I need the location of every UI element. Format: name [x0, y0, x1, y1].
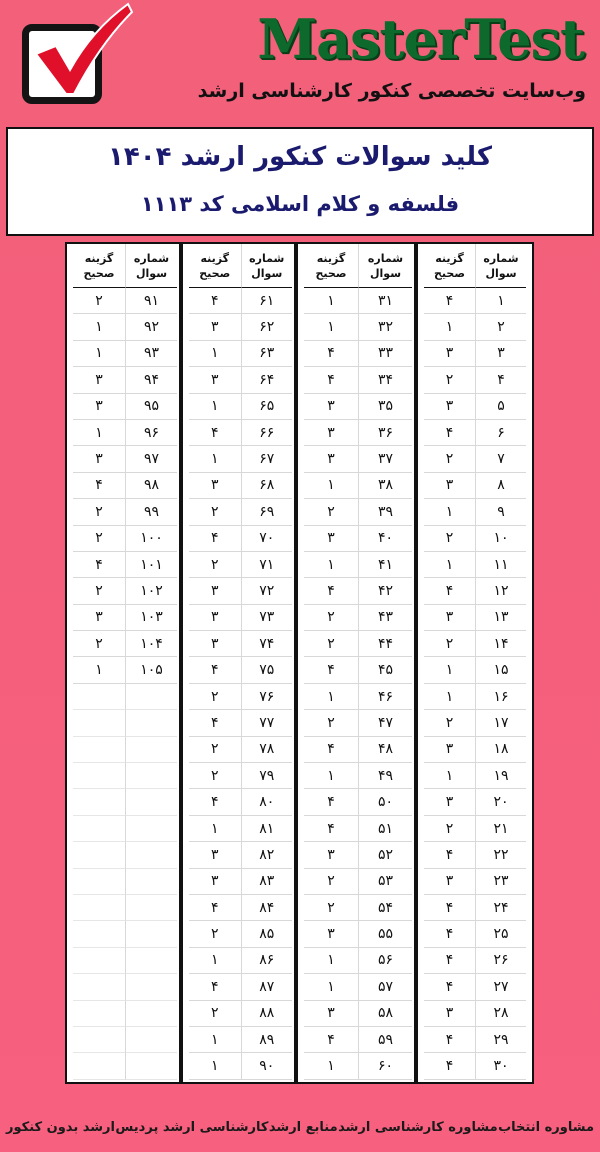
correct-answer: ۴ — [424, 288, 475, 314]
empty-cell — [73, 842, 125, 868]
question-number: ۸۶ — [241, 948, 293, 974]
question-number: ۱۰۲ — [125, 578, 177, 604]
correct-answer: ۴ — [424, 842, 475, 868]
question-number: ۵۴ — [358, 895, 412, 921]
correct-answer: ۳ — [424, 789, 475, 815]
correct-answer: ۳ — [73, 605, 125, 631]
correct-answer: ۱ — [189, 948, 241, 974]
correct-answer: ۱ — [189, 341, 241, 367]
empty-cell — [125, 816, 177, 842]
question-number: ۷۳ — [241, 605, 293, 631]
answer-block-2 — [294, 244, 418, 1082]
empty-cell — [73, 1001, 125, 1027]
question-number: ۸۲ — [241, 842, 293, 868]
question-number: ۲ — [475, 314, 526, 340]
correct-answer: ۳ — [304, 921, 358, 947]
correct-answer: ۳ — [73, 367, 125, 393]
page-title: کلید سوالات کنکور ارشد ۱۴۰۴ — [108, 142, 492, 172]
question-number: ۳۴ — [358, 367, 412, 393]
correct-answer: ۲ — [189, 921, 241, 947]
answer-key-table — [65, 242, 534, 1084]
correct-answer: ۴ — [304, 816, 358, 842]
question-number: ۲۱ — [475, 816, 526, 842]
question-number: ۱۰۰ — [125, 526, 177, 552]
question-number: ۹۳ — [125, 341, 177, 367]
empty-cell — [73, 1027, 125, 1053]
correct-answer: ۲ — [189, 737, 241, 763]
correct-answer: ۳ — [189, 473, 241, 499]
question-number: ۴۴ — [358, 631, 412, 657]
correct-answer: ۴ — [189, 420, 241, 446]
correct-answer: ۱ — [304, 552, 358, 578]
question-number: ۱۶ — [475, 684, 526, 710]
correct-answer: ۳ — [189, 578, 241, 604]
correct-answer: ۱ — [189, 1027, 241, 1053]
correct-answer: ۱ — [304, 974, 358, 1000]
column-header-answer: گزینه صحیح — [424, 244, 475, 288]
question-number: ۳۹ — [358, 499, 412, 525]
column-header-question: شماره سوال — [241, 244, 293, 288]
footer-link-selection[interactable]: مشاوره انتخاب — [498, 1120, 594, 1135]
correct-answer: ۴ — [424, 895, 475, 921]
correct-answer: ۳ — [189, 314, 241, 340]
question-number: ۳ — [475, 341, 526, 367]
correct-answer: ۲ — [424, 446, 475, 472]
question-number: ۴۳ — [358, 605, 412, 631]
question-number: ۸۱ — [241, 816, 293, 842]
correct-answer: ۳ — [304, 1001, 358, 1027]
question-number: ۳۸ — [358, 473, 412, 499]
column-header-question: شماره سوال — [358, 244, 412, 288]
question-number: ۳۷ — [358, 446, 412, 472]
correct-answer: ۴ — [424, 921, 475, 947]
question-number: ۹۸ — [125, 473, 177, 499]
question-number: ۴۷ — [358, 710, 412, 736]
title-box — [6, 127, 594, 236]
answer-block-4 — [67, 244, 183, 1082]
correct-answer: ۳ — [424, 473, 475, 499]
correct-answer: ۲ — [73, 578, 125, 604]
question-number: ۳۶ — [358, 420, 412, 446]
correct-answer: ۲ — [424, 526, 475, 552]
question-number: ۶۱ — [241, 288, 293, 314]
question-number: ۳۱ — [358, 288, 412, 314]
correct-answer: ۳ — [304, 526, 358, 552]
site-tagline: وب‌سایت تخصصی کنکور کارشناسی ارشد — [197, 80, 586, 102]
footer-link-no-exam[interactable]: ارشد بدون کنکور — [6, 1120, 115, 1135]
correct-answer: ۴ — [304, 578, 358, 604]
correct-answer: ۳ — [189, 367, 241, 393]
correct-answer: ۳ — [424, 394, 475, 420]
question-number: ۸۹ — [241, 1027, 293, 1053]
empty-cell — [73, 789, 125, 815]
correct-answer: ۳ — [304, 420, 358, 446]
empty-cell — [73, 895, 125, 921]
question-number: ۱۳ — [475, 605, 526, 631]
question-number: ۶ — [475, 420, 526, 446]
correct-answer: ۴ — [189, 288, 241, 314]
question-number: ۹۲ — [125, 314, 177, 340]
question-number: ۲۶ — [475, 948, 526, 974]
correct-answer: ۱ — [424, 314, 475, 340]
correct-answer: ۲ — [73, 288, 125, 314]
question-number: ۱۵ — [475, 657, 526, 683]
question-number: ۸۳ — [241, 869, 293, 895]
footer-nav — [0, 1103, 600, 1152]
correct-answer: ۳ — [189, 842, 241, 868]
empty-cell — [125, 842, 177, 868]
question-number: ۳۵ — [358, 394, 412, 420]
question-number: ۱۴ — [475, 631, 526, 657]
question-number: ۱ — [475, 288, 526, 314]
empty-cell — [73, 921, 125, 947]
question-number: ۷۵ — [241, 657, 293, 683]
correct-answer: ۲ — [304, 631, 358, 657]
correct-answer: ۳ — [304, 842, 358, 868]
question-number: ۶۵ — [241, 394, 293, 420]
empty-cell — [125, 710, 177, 736]
question-number: ۱۷ — [475, 710, 526, 736]
question-number: ۵۵ — [358, 921, 412, 947]
correct-answer: ۳ — [304, 394, 358, 420]
correct-answer: ۴ — [424, 420, 475, 446]
question-number: ۳۲ — [358, 314, 412, 340]
question-number: ۲۵ — [475, 921, 526, 947]
question-number: ۷۶ — [241, 684, 293, 710]
correct-answer: ۴ — [304, 341, 358, 367]
correct-answer: ۲ — [189, 552, 241, 578]
correct-answer: ۱ — [304, 948, 358, 974]
column-header-question: شماره سوال — [125, 244, 177, 288]
correct-answer: ۲ — [304, 605, 358, 631]
question-number: ۱۰۳ — [125, 605, 177, 631]
question-number: ۷ — [475, 446, 526, 472]
question-number: ۲۰ — [475, 789, 526, 815]
question-number: ۸۸ — [241, 1001, 293, 1027]
empty-cell — [125, 789, 177, 815]
question-number: ۶۹ — [241, 499, 293, 525]
correct-answer: ۲ — [73, 526, 125, 552]
correct-answer: ۳ — [424, 605, 475, 631]
correct-answer: ۱ — [304, 763, 358, 789]
question-number: ۵۱ — [358, 816, 412, 842]
column-header-answer: گزینه صحیح — [189, 244, 241, 288]
question-number: ۲۷ — [475, 974, 526, 1000]
question-number: ۶۷ — [241, 446, 293, 472]
question-number: ۹۵ — [125, 394, 177, 420]
correct-answer: ۲ — [304, 710, 358, 736]
question-number: ۶۰ — [358, 1053, 412, 1079]
column-header-answer: گزینه صحیح — [73, 244, 125, 288]
question-number: ۱۰۵ — [125, 657, 177, 683]
question-number: ۵۶ — [358, 948, 412, 974]
correct-answer: ۳ — [424, 341, 475, 367]
correct-answer: ۱ — [304, 473, 358, 499]
page-subtitle: فلسفه و کلام اسلامی کد ۱۱۱۳ — [140, 192, 460, 216]
correct-answer: ۴ — [189, 710, 241, 736]
question-number: ۷۲ — [241, 578, 293, 604]
correct-answer: ۱ — [304, 684, 358, 710]
question-number: ۸۵ — [241, 921, 293, 947]
question-number: ۶۳ — [241, 341, 293, 367]
empty-cell — [125, 921, 177, 947]
question-number: ۱۰ — [475, 526, 526, 552]
checkmark-icon — [22, 2, 134, 102]
question-number: ۷۹ — [241, 763, 293, 789]
correct-answer: ۲ — [424, 367, 475, 393]
question-number: ۸۴ — [241, 895, 293, 921]
question-number: ۹۴ — [125, 367, 177, 393]
question-number: ۸ — [475, 473, 526, 499]
correct-answer: ۲ — [189, 763, 241, 789]
question-number: ۳۳ — [358, 341, 412, 367]
empty-cell — [125, 1053, 177, 1079]
footer-link-counseling[interactable]: مشاوره کارشناسی ارشد — [338, 1120, 498, 1135]
correct-answer: ۳ — [424, 869, 475, 895]
correct-answer: ۲ — [189, 684, 241, 710]
empty-cell — [73, 1053, 125, 1079]
empty-cell — [73, 710, 125, 736]
correct-answer: ۴ — [189, 526, 241, 552]
question-number: ۹۰ — [241, 1053, 293, 1079]
correct-answer: ۱ — [424, 657, 475, 683]
correct-answer: ۴ — [189, 974, 241, 1000]
question-number: ۷۰ — [241, 526, 293, 552]
correct-answer: ۱ — [189, 1053, 241, 1079]
correct-answer: ۴ — [424, 1053, 475, 1079]
correct-answer: ۳ — [73, 446, 125, 472]
empty-cell — [125, 948, 177, 974]
question-number: ۴۹ — [358, 763, 412, 789]
empty-cell — [125, 974, 177, 1000]
correct-answer: ۴ — [73, 552, 125, 578]
correct-answer: ۴ — [304, 1027, 358, 1053]
question-number: ۲۹ — [475, 1027, 526, 1053]
question-number: ۵۲ — [358, 842, 412, 868]
question-number: ۷۴ — [241, 631, 293, 657]
answer-block-1 — [414, 244, 532, 1082]
footer-link-resources[interactable]: منابع ارشد — [268, 1120, 338, 1135]
question-number: ۹۱ — [125, 288, 177, 314]
correct-answer: ۲ — [73, 631, 125, 657]
correct-answer: ۳ — [73, 394, 125, 420]
empty-cell — [125, 895, 177, 921]
correct-answer: ۲ — [189, 1001, 241, 1027]
question-number: ۵۸ — [358, 1001, 412, 1027]
question-number: ۱۹ — [475, 763, 526, 789]
empty-cell — [73, 684, 125, 710]
correct-answer: ۱ — [189, 394, 241, 420]
correct-answer: ۳ — [189, 605, 241, 631]
question-number: ۷۷ — [241, 710, 293, 736]
question-number: ۲۲ — [475, 842, 526, 868]
question-number: ۱۱ — [475, 552, 526, 578]
correct-answer: ۴ — [304, 789, 358, 815]
correct-answer: ۳ — [304, 446, 358, 472]
answer-block-3 — [179, 244, 298, 1082]
correct-answer: ۴ — [189, 895, 241, 921]
empty-cell — [125, 1027, 177, 1053]
correct-answer: ۲ — [73, 499, 125, 525]
question-number: ۲۴ — [475, 895, 526, 921]
correct-answer: ۱ — [304, 314, 358, 340]
correct-answer: ۴ — [424, 948, 475, 974]
question-number: ۱۰۱ — [125, 552, 177, 578]
question-number: ۴۵ — [358, 657, 412, 683]
correct-answer: ۱ — [73, 420, 125, 446]
brand-logo-text[interactable]: MasterTest — [257, 7, 584, 71]
correct-answer: ۱ — [73, 341, 125, 367]
empty-cell — [73, 763, 125, 789]
question-number: ۵۳ — [358, 869, 412, 895]
question-number: ۵۹ — [358, 1027, 412, 1053]
question-number: ۳۰ — [475, 1053, 526, 1079]
question-number: ۹۷ — [125, 446, 177, 472]
question-number: ۸۰ — [241, 789, 293, 815]
correct-answer: ۳ — [189, 631, 241, 657]
correct-answer: ۳ — [424, 737, 475, 763]
correct-answer: ۴ — [304, 657, 358, 683]
empty-cell — [125, 1001, 177, 1027]
correct-answer: ۴ — [424, 578, 475, 604]
site-header — [0, 0, 600, 122]
correct-answer: ۲ — [304, 869, 358, 895]
question-number: ۶۴ — [241, 367, 293, 393]
empty-cell — [125, 763, 177, 789]
correct-answer: ۱ — [424, 499, 475, 525]
correct-answer: ۴ — [424, 1027, 475, 1053]
question-number: ۴۶ — [358, 684, 412, 710]
empty-cell — [73, 869, 125, 895]
question-number: ۷۸ — [241, 737, 293, 763]
correct-answer: ۴ — [189, 657, 241, 683]
question-number: ۴۰ — [358, 526, 412, 552]
question-number: ۱۲ — [475, 578, 526, 604]
question-number: ۵ — [475, 394, 526, 420]
correct-answer: ۱ — [304, 288, 358, 314]
question-number: ۶۲ — [241, 314, 293, 340]
empty-cell — [73, 974, 125, 1000]
question-number: ۸۷ — [241, 974, 293, 1000]
question-number: ۵۰ — [358, 789, 412, 815]
question-number: ۴۲ — [358, 578, 412, 604]
correct-answer: ۴ — [189, 789, 241, 815]
question-number: ۴ — [475, 367, 526, 393]
correct-answer: ۴ — [73, 473, 125, 499]
correct-answer: ۱ — [73, 657, 125, 683]
question-number: ۹۶ — [125, 420, 177, 446]
footer-link-pardis[interactable]: کارشناسی ارشد پردیس — [115, 1120, 269, 1135]
question-number: ۵۷ — [358, 974, 412, 1000]
correct-answer: ۱ — [424, 684, 475, 710]
column-header-answer: گزینه صحیح — [304, 244, 358, 288]
empty-cell — [125, 737, 177, 763]
empty-cell — [73, 816, 125, 842]
correct-answer: ۱ — [424, 552, 475, 578]
correct-answer: ۲ — [304, 895, 358, 921]
correct-answer: ۳ — [424, 1001, 475, 1027]
question-number: ۴۱ — [358, 552, 412, 578]
correct-answer: ۳ — [189, 869, 241, 895]
question-number: ۹ — [475, 499, 526, 525]
question-number: ۴۸ — [358, 737, 412, 763]
question-number: ۹۹ — [125, 499, 177, 525]
question-number: ۲۳ — [475, 869, 526, 895]
empty-cell — [125, 684, 177, 710]
empty-cell — [73, 948, 125, 974]
correct-answer: ۲ — [424, 631, 475, 657]
question-number: ۲۸ — [475, 1001, 526, 1027]
correct-answer: ۲ — [424, 816, 475, 842]
correct-answer: ۴ — [424, 974, 475, 1000]
correct-answer: ۱ — [189, 446, 241, 472]
correct-answer: ۲ — [424, 710, 475, 736]
question-number: ۶۶ — [241, 420, 293, 446]
question-number: ۱۸ — [475, 737, 526, 763]
empty-cell — [125, 869, 177, 895]
question-number: ۶۸ — [241, 473, 293, 499]
correct-answer: ۲ — [189, 499, 241, 525]
correct-answer: ۴ — [304, 737, 358, 763]
correct-answer: ۱ — [189, 816, 241, 842]
question-number: ۷۱ — [241, 552, 293, 578]
correct-answer: ۱ — [73, 314, 125, 340]
correct-answer: ۱ — [424, 763, 475, 789]
question-number: ۱۰۴ — [125, 631, 177, 657]
correct-answer: ۱ — [304, 1053, 358, 1079]
empty-cell — [73, 737, 125, 763]
correct-answer: ۲ — [304, 499, 358, 525]
correct-answer: ۴ — [304, 367, 358, 393]
column-header-question: شماره سوال — [475, 244, 526, 288]
